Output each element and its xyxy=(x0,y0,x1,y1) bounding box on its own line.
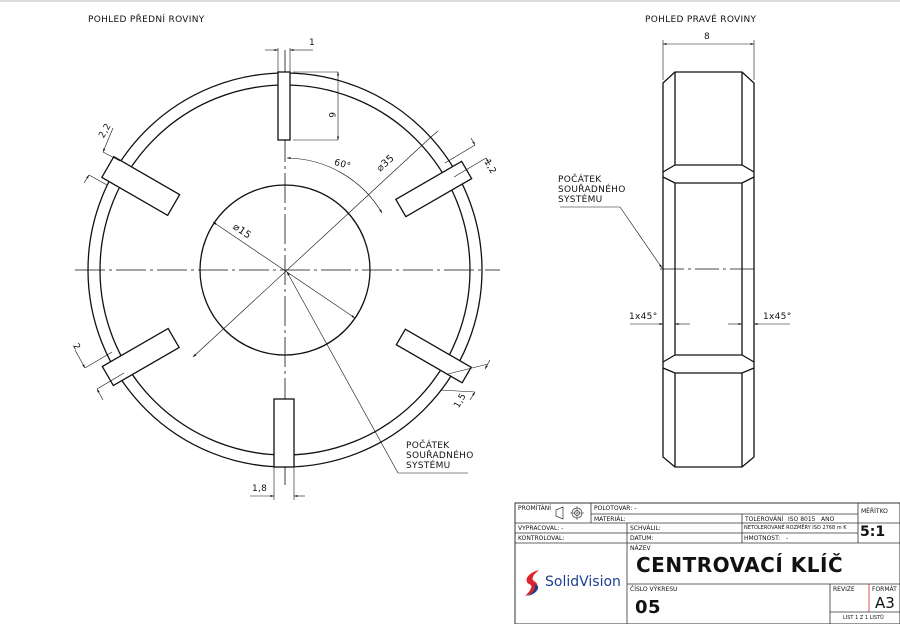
solidvision-logo-icon xyxy=(521,568,545,598)
dim-slot-lower-left: 2 xyxy=(70,341,82,353)
scale-value: 5:1 xyxy=(860,524,886,540)
dim-chamfer-right: 1x45° xyxy=(763,312,792,322)
dim-dia-outer: ⌀35 xyxy=(374,152,397,175)
projection-label: PROMÍTÁNÍ xyxy=(518,505,552,512)
dim-slot-lower-right: 1,5 xyxy=(452,391,469,411)
dim-width: 8 xyxy=(704,32,711,42)
sheet-info: LIST 1 Z 1 LISTŮ xyxy=(843,615,884,621)
right-view-title: POHLED PRAVÉ ROVINY xyxy=(645,15,757,25)
right-view xyxy=(560,40,790,467)
right-origin-note: POČÁTEK SOUŘADNÉHO SYSTÉMU xyxy=(558,175,626,205)
front-view-title: POHLED PŘEDNÍ ROVINY xyxy=(88,15,205,25)
name-label: NÁZEV xyxy=(630,545,651,552)
front-view xyxy=(75,48,500,500)
blank-label: POLOTOVAR: - xyxy=(594,505,637,512)
front-origin-note: POČÁTEK SOUŘADNÉHO SYSTÉMU xyxy=(406,441,474,471)
dim-chamfer-left: 1x45° xyxy=(629,312,658,322)
tolerance-label: TOLEROVÁNÍ xyxy=(745,516,784,523)
tolerance-value: ANO xyxy=(821,516,835,523)
dim-angle: 60° xyxy=(332,157,352,173)
tolerance-standard: ISO 8015 xyxy=(788,516,816,523)
dim-slot-bottom-width: 1,8 xyxy=(252,484,268,494)
dim-slot-depth-top: 6 xyxy=(326,111,337,119)
drawing-number: 05 xyxy=(635,597,662,618)
part-name: CENTROVACÍ KLÍČ xyxy=(636,553,844,577)
dim-slot-width-top: 1 xyxy=(309,38,316,48)
material-label: MATERIÁL: xyxy=(594,516,626,523)
checked-label: KONTROLOVAL: xyxy=(518,535,565,542)
drawn-by-label: VYPRACOVAL: - xyxy=(518,525,564,532)
format-value: A3 xyxy=(875,594,895,612)
drawing-number-label: ČÍSLO VÝKRESU xyxy=(630,586,678,593)
approved-label: SCHVÁLIL: xyxy=(630,525,661,532)
date-label: DATUM: xyxy=(630,535,654,542)
format-label: FORMÁT xyxy=(872,586,897,593)
dim-slot-upper-right: 1,2 xyxy=(481,157,498,177)
mass-value: - xyxy=(786,535,789,542)
dim-dia-inner: ⌀15 xyxy=(230,221,254,242)
company-name: SolidVision xyxy=(545,574,621,590)
revision-label: REVIZE xyxy=(833,586,855,593)
dim-slot-upper-left: 2,2 xyxy=(97,121,114,141)
scale-label: MĚŘÍTKO xyxy=(861,508,888,515)
untoleranced-label: NETOLEROVANÉ ROZMĚRY ISO 2768 m K xyxy=(744,525,847,531)
mass-label: HMOTNOST: xyxy=(744,535,781,542)
company-logo xyxy=(519,568,629,598)
